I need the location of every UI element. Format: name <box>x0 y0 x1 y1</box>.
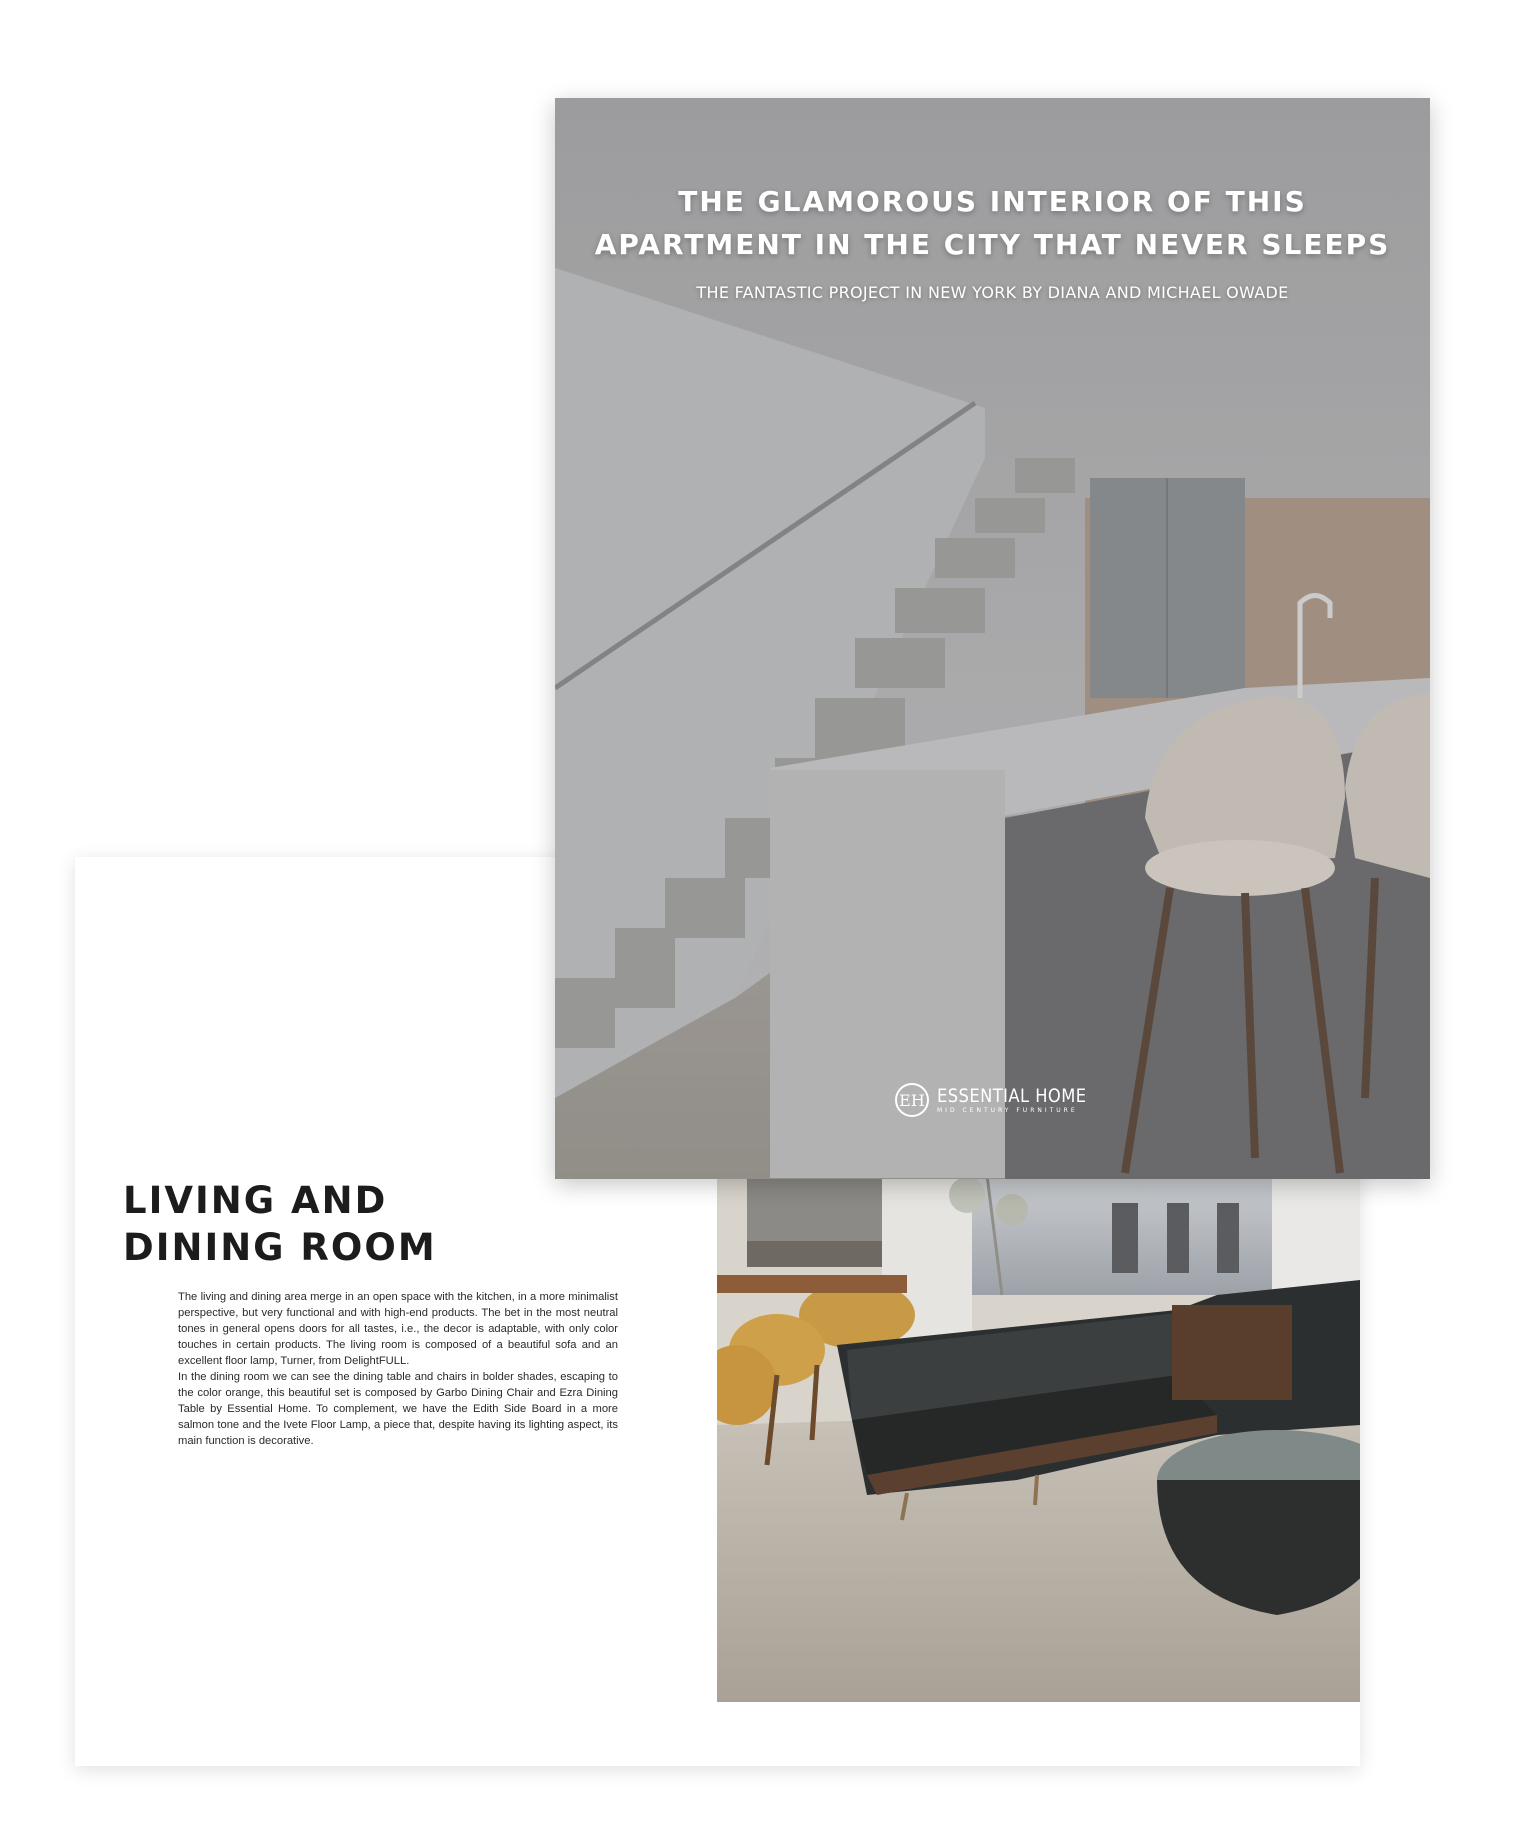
cover-title-line-1: THE GLAMOROUS INTERIOR OF THIS <box>678 185 1307 218</box>
heading-line-2: DINING ROOM <box>123 1226 437 1269</box>
paragraph-1: The living and dining area merge in an open space with the kitchen, in a more minimalist perspective, but very functional and with high-end products. The bet in the most neutral tones in general opens doors for all tastes, i.e., the decor is adaptable, with only color touches in certain products. The living room is composed of a beautiful sofa and an excellent floor lamp, Turner, from DelightFULL. <box>178 1291 618 1367</box>
heading-line-1: LIVING AND <box>123 1179 388 1222</box>
magazine-cover <box>555 98 1430 1179</box>
eh-monogram-icon: EH <box>895 1083 929 1117</box>
cover-title <box>555 180 1430 266</box>
logo-tagline: MID CENTURY FURNITURE <box>937 1107 1078 1114</box>
living-room-illustration <box>717 1175 1360 1702</box>
essential-home-logo <box>895 1080 1111 1120</box>
body-text <box>178 1289 618 1449</box>
cover-subtitle: THE FANTASTIC PROJECT IN NEW YORK BY DIANA AND MICHAEL OWADE <box>696 283 1289 302</box>
paragraph-2: In the dining room we can see the dining table and chairs in bolder shades, escaping to the color orange, this beautiful set is composed by Garbo Dining Chair and Ezra Dining Table by Essential Home. To complement, we have the Edith Side Board in a more salmon tone and the Ivete Floor Lamp, a piece that, despite having its lighting aspect, its main function is decorative. <box>178 1371 618 1447</box>
section-heading <box>123 1177 543 1271</box>
cover-title-line-2: APARTMENT IN THE CITY THAT NEVER SLEEPS <box>594 228 1391 261</box>
living-room-sofa-photo <box>717 1175 1360 1702</box>
logo-name: ESSENTIAL HOME <box>937 1085 1087 1107</box>
